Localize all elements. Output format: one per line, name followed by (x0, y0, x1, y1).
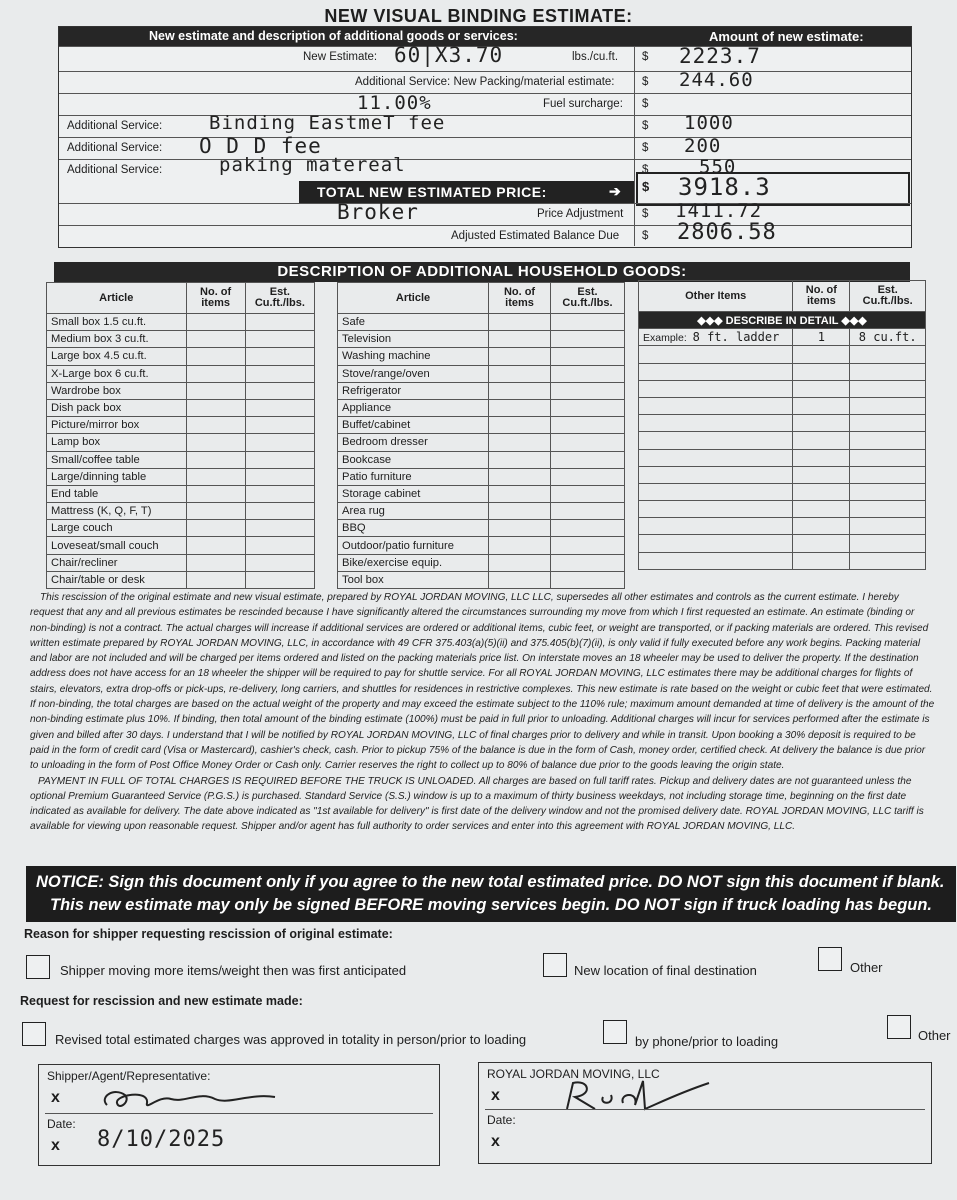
other-item-cell[interactable] (639, 449, 793, 466)
item-count-cell[interactable] (186, 434, 245, 451)
item-count-cell[interactable] (489, 348, 551, 365)
dollar-sign: $ (642, 164, 649, 176)
col-article: Article (338, 283, 489, 314)
article-name: Small box 1.5 cu.ft. (47, 314, 187, 331)
table-row (338, 520, 625, 537)
company-signature-icon (559, 1073, 739, 1117)
table-row (338, 503, 625, 520)
adjustment-label: Price Adjustment (537, 208, 624, 220)
request-by-phone-checkbox[interactable] (603, 1020, 627, 1044)
article-name: Large box 4.5 cu.ft. (47, 348, 187, 365)
article-name: Large couch (47, 520, 187, 537)
cuft-cell[interactable] (550, 314, 624, 331)
article-name: Loveseat/small couch (47, 537, 187, 554)
article-name: Bookcase (338, 451, 489, 468)
company-x-mark: x (491, 1087, 500, 1104)
item-count-cell[interactable] (186, 365, 245, 382)
cuft-cell[interactable] (850, 380, 926, 397)
unit-label: lbs./cu.ft. (572, 51, 619, 63)
other-item-cell[interactable] (639, 346, 793, 363)
article-name: Buffet/cabinet (338, 417, 489, 434)
legal-paragraph-2: PAYMENT IN FULL OF TOTAL CHARGES IS REQUIRED BEFORE THE TRUCK IS UNLOADED. All charges are based on full tariff rates. Pickup and delivery dates are not guaranteed unless the optional Premium Guaranteed Service (P.G.S.) is purchased. Standard Service (S.S.) window is up to a maximum of thirty business weekdays, not including storage time, beginning on the first date indicated as available for delivery. The date above indicated as "1st available for delivery" is first date of the delivery window and not the promised delivery date. ROYAL JORDAN MOVING, LLC tariff is available for viewing upon reasonable request. Shipper and/or agent has full authority to order services and enter into this agreement with ROYAL JORDAN MOVING, LLC. (30, 775, 924, 833)
table-row (47, 520, 315, 537)
table-row (338, 382, 625, 399)
cuft-cell[interactable] (850, 346, 926, 363)
item-count-cell[interactable] (489, 331, 551, 348)
dollar-sign: $ (642, 179, 650, 194)
example-item: 8 ft. ladder (692, 330, 780, 345)
item-count-cell[interactable] (489, 485, 551, 502)
article-name: Bedroom dresser (338, 434, 489, 451)
item-count-cell[interactable] (186, 331, 245, 348)
service-1-amount: 1000 (684, 112, 734, 134)
col-no-items: No. of items (793, 281, 850, 312)
cuft-cell[interactable] (245, 417, 314, 434)
additional-service-label: Additional Service: (67, 164, 163, 176)
col-no-items: No. of items (489, 283, 551, 314)
item-count-cell[interactable] (489, 554, 551, 571)
item-count-cell[interactable] (793, 518, 850, 535)
cuft-cell[interactable] (245, 399, 314, 416)
item-count-cell[interactable] (793, 552, 850, 569)
request-in-person-checkbox[interactable] (22, 1022, 46, 1046)
shipper-signature-icon (89, 1077, 289, 1117)
table-row (639, 415, 926, 432)
table-row (47, 503, 315, 520)
arrow-right-icon: ➔ (609, 183, 622, 199)
item-count-cell[interactable] (489, 314, 551, 331)
table-row (47, 434, 315, 451)
article-name: Mattress (K, Q, F, T) (47, 503, 187, 520)
balance-label: Adjusted Estimated Balance Due (451, 230, 620, 242)
reason-more-items-label: Shipper moving more items/weight then was first anticipated (60, 963, 407, 978)
table-row (338, 468, 625, 485)
item-count-cell[interactable] (186, 382, 245, 399)
cuft-cell[interactable] (550, 537, 624, 554)
fuel-label: Fuel surcharge: (543, 98, 623, 110)
col-article: Article (47, 283, 187, 314)
cuft-cell[interactable] (850, 466, 926, 483)
table-row (639, 552, 926, 569)
fuel-written: 11.00% (357, 92, 432, 114)
article-name: Outdoor/patio furniture (338, 537, 489, 554)
cuft-cell[interactable] (550, 382, 624, 399)
cuft-cell[interactable] (850, 415, 926, 432)
cuft-cell[interactable] (245, 451, 314, 468)
row-price-adjustment (59, 200, 911, 226)
article-name: Storage cabinet (338, 485, 489, 502)
cuft-cell[interactable] (550, 503, 624, 520)
item-count-cell[interactable] (793, 466, 850, 483)
cuft-cell[interactable] (245, 331, 314, 348)
table-row (47, 331, 315, 348)
description-header (54, 262, 910, 282)
cuft-cell[interactable] (245, 520, 314, 537)
cuft-cell[interactable] (245, 434, 314, 451)
additional-service-label: Additional Service: (67, 142, 163, 154)
other-item-cell[interactable] (639, 363, 793, 380)
notice-banner (26, 866, 956, 922)
item-count-cell[interactable] (793, 363, 850, 380)
table-row (338, 314, 625, 331)
item-count-cell[interactable] (186, 417, 245, 434)
table-row (639, 483, 926, 500)
table-row (47, 571, 315, 588)
cuft-cell[interactable] (245, 468, 314, 485)
col-est: Est. Cu.ft./lbs. (550, 283, 624, 314)
new-estimate-written: 60|X3.70 (394, 43, 504, 67)
cuft-cell[interactable] (550, 451, 624, 468)
cuft-cell[interactable] (550, 348, 624, 365)
example-label: Example: (643, 332, 687, 345)
cuft-cell[interactable] (550, 554, 624, 571)
notice-line-2: This new estimate may only be signed BEFORE moving services begin. DO NOT sign if truck loading has begun. (50, 896, 933, 914)
item-count-cell[interactable] (489, 503, 551, 520)
col-other: Other Items (639, 281, 793, 312)
table-row (47, 468, 315, 485)
new-estimate-label: New Estimate: (303, 51, 378, 63)
dollar-sign: $ (642, 76, 649, 88)
table-row (338, 434, 625, 451)
item-count-cell[interactable] (186, 468, 245, 485)
other-item-cell[interactable] (639, 397, 793, 414)
other-item-cell[interactable] (639, 432, 793, 449)
article-name: Medium box 3 cu.ft. (47, 331, 187, 348)
article-name: Tool box (338, 571, 489, 588)
shipper-date-label: Date: (47, 1117, 76, 1131)
service-1-written: Binding EastmeT fee (209, 112, 446, 134)
item-count-cell[interactable] (186, 399, 245, 416)
item-count-cell[interactable] (186, 503, 245, 520)
table-row (639, 518, 926, 535)
item-count-cell[interactable] (793, 535, 850, 552)
cuft-cell[interactable] (245, 571, 314, 588)
dollar-sign: $ (642, 142, 649, 154)
table-row (47, 365, 315, 382)
cuft-cell[interactable] (550, 485, 624, 502)
articles-table-2 (337, 282, 625, 589)
other-items-table (638, 280, 926, 570)
articles-table-1 (46, 282, 315, 589)
cuft-cell[interactable] (245, 365, 314, 382)
company-date-label: Date: (487, 1113, 516, 1127)
request-by-phone-label: by phone/prior to loading (635, 1034, 779, 1049)
company-signature-box (478, 1062, 932, 1164)
table-row (338, 571, 625, 588)
cuft-cell[interactable] (850, 483, 926, 500)
estimate-box (58, 26, 912, 248)
reason-other-label: Other (850, 960, 883, 975)
cuft-cell[interactable] (245, 348, 314, 365)
table-row (338, 554, 625, 571)
table-row (639, 380, 926, 397)
company-label: ROYAL JORDAN MOVING, LLC (487, 1067, 660, 1081)
cuft-cell[interactable] (550, 399, 624, 416)
item-count-cell[interactable] (186, 537, 245, 554)
article-name: Patio furniture (338, 468, 489, 485)
item-count-cell[interactable] (489, 434, 551, 451)
other-item-cell[interactable] (639, 466, 793, 483)
other-item-cell[interactable] (639, 518, 793, 535)
cuft-cell[interactable] (850, 397, 926, 414)
cuft-cell[interactable] (550, 365, 624, 382)
request-other-checkbox[interactable] (887, 1015, 911, 1039)
request-in-person-label: Revised total estimated charges was approved in totality in person/prior to loading (55, 1032, 527, 1047)
table-row (639, 535, 926, 552)
cuft-cell[interactable] (850, 363, 926, 380)
article-name: Picture/mirror box (47, 417, 187, 434)
table-row (338, 417, 625, 434)
cuft-cell[interactable] (850, 535, 926, 552)
service-2-amount: 200 (684, 135, 722, 157)
table-row (47, 485, 315, 502)
item-count-cell[interactable] (489, 571, 551, 588)
article-name: Dish pack box (47, 399, 187, 416)
table-row (47, 314, 315, 331)
article-name: Safe (338, 314, 489, 331)
cuft-cell[interactable] (850, 449, 926, 466)
table-row (47, 554, 315, 571)
packing-amount: 244.60 (679, 69, 754, 91)
cuft-cell[interactable] (245, 537, 314, 554)
other-item-cell[interactable] (639, 552, 793, 569)
article-name: Lamp box (47, 434, 187, 451)
adjustment-amount: 1411.72 (675, 200, 763, 222)
item-count-cell[interactable] (186, 520, 245, 537)
item-count-cell[interactable] (793, 415, 850, 432)
row-fuel (59, 93, 911, 116)
table-row (639, 449, 926, 466)
other-item-cell[interactable] (639, 535, 793, 552)
cuft-cell[interactable] (850, 518, 926, 535)
table-row (338, 399, 625, 416)
row-balance (59, 220, 911, 248)
cuft-cell[interactable] (550, 571, 624, 588)
article-name: Stove/range/oven (338, 365, 489, 382)
other-item-cell[interactable] (639, 501, 793, 518)
cuft-cell[interactable] (245, 503, 314, 520)
article-name: Area rug (338, 503, 489, 520)
item-count-cell[interactable] (793, 397, 850, 414)
example-cuft: 8 cu.ft. (850, 329, 926, 346)
article-name: Small/coffee table (47, 451, 187, 468)
dollar-sign: $ (642, 98, 649, 110)
cuft-cell[interactable] (245, 554, 314, 571)
item-count-cell[interactable] (186, 348, 245, 365)
row-service-2 (59, 134, 911, 160)
other-item-cell[interactable] (639, 380, 793, 397)
description-header-text: DESCRIPTION OF ADDITIONAL HOUSEHOLD GOODS: (277, 263, 687, 280)
table-row (338, 348, 625, 365)
reason-new-location-checkbox[interactable] (543, 953, 567, 977)
cuft-cell[interactable] (550, 417, 624, 434)
article-name: Appliance (338, 399, 489, 416)
describe-detail-bar: ◆◆◆ DESCRIBE IN DETAIL ◆◆◆ (639, 312, 926, 329)
cuft-cell[interactable] (550, 520, 624, 537)
table-row (47, 537, 315, 554)
item-count-cell[interactable] (793, 346, 850, 363)
shipper-signature-box (38, 1064, 440, 1166)
additional-service-label: Additional Service: (67, 120, 163, 132)
item-count-cell[interactable] (793, 432, 850, 449)
article-name: Large/dinning table (47, 468, 187, 485)
row-new-estimate (59, 43, 911, 69)
total-label: TOTAL NEW ESTIMATED PRICE: (317, 184, 547, 200)
article-name: Wardrobe box (47, 382, 187, 399)
legal-text (30, 590, 935, 835)
row-service-1 (59, 112, 911, 138)
table-row (47, 451, 315, 468)
article-name: BBQ (338, 520, 489, 537)
item-count-cell[interactable] (186, 485, 245, 502)
item-count-cell[interactable] (793, 449, 850, 466)
table-row (639, 432, 926, 449)
article-name: Bike/exercise equip. (338, 554, 489, 571)
packing-label: Additional Service: New Packing/material estimate: (355, 76, 615, 88)
item-count-cell[interactable] (186, 314, 245, 331)
col-no-items: No. of items (186, 283, 245, 314)
dollar-sign: $ (642, 208, 649, 220)
table-row (639, 397, 926, 414)
new-estimate-amount: 2223.7 (679, 44, 761, 68)
dollar-sign: $ (642, 51, 649, 63)
item-count-cell[interactable] (186, 451, 245, 468)
reason-other-checkbox[interactable] (818, 947, 842, 971)
table-row (639, 346, 926, 363)
service-3-amount: 550 (699, 156, 737, 178)
estimate-header-right: Amount of new estimate: (709, 29, 864, 44)
table-row (338, 485, 625, 502)
article-name: Refrigerator (338, 382, 489, 399)
total-amount: 3918.3 (678, 173, 771, 201)
adjustment-written: Broker (337, 200, 419, 224)
cuft-cell[interactable] (850, 552, 926, 569)
article-name: X-Large box 6 cu.ft. (47, 365, 187, 382)
table-row (338, 451, 625, 468)
item-count-cell[interactable] (793, 501, 850, 518)
other-item-cell[interactable] (639, 483, 793, 500)
dollar-sign: $ (642, 120, 649, 132)
cuft-cell[interactable] (550, 434, 624, 451)
balance-amount: 2806.58 (677, 220, 777, 245)
article-name: Washing machine (338, 348, 489, 365)
table-row (338, 331, 625, 348)
table-row (47, 417, 315, 434)
shipper-x-mark: x (51, 1089, 60, 1106)
table-row (639, 501, 926, 518)
table-row (338, 537, 625, 554)
example-row (639, 329, 926, 346)
form-title: NEW VISUAL BINDING ESTIMATE: (324, 6, 633, 26)
row-packing (59, 71, 911, 94)
article-name: Television (338, 331, 489, 348)
item-count-cell[interactable] (793, 483, 850, 500)
col-est: Est. Cu.ft./lbs. (245, 283, 314, 314)
notice-line-1: NOTICE: Sign this document only if you agree to the new total estimated price. DO NOT sign this document if blank. (36, 873, 945, 891)
reason-new-location-label: New location of final destination (574, 963, 757, 978)
item-count-cell[interactable] (489, 382, 551, 399)
request-other-label: Other (918, 1028, 951, 1043)
shipper-label: Shipper/Agent/Representative: (47, 1069, 211, 1083)
item-count-cell[interactable] (489, 520, 551, 537)
item-count-cell[interactable] (489, 365, 551, 382)
item-count-cell[interactable] (186, 554, 245, 571)
table-row (47, 348, 315, 365)
table-row (47, 399, 315, 416)
company-date-x-mark: x (491, 1133, 500, 1150)
estimate-header-left: New estimate and description of additional goods or services: (149, 29, 518, 43)
cuft-cell[interactable] (245, 382, 314, 399)
cuft-cell[interactable] (245, 314, 314, 331)
legal-paragraph-1: This rescission of the original estimate and new visual estimate, prepared by ROYAL JORDAN MOVING, LLC LLC, supersedes all other estimates and controls as the current estimate. I hereby request that any and all previous estimates be rescinded because I have significantly altered the circumstances surrounding my move from which I first requested an estimate. An estimate (binding or non-binding) is not a contract. The actual charges will increase if additional services are ordered or additional items, cubic feet, or weight are transported, or if packing materials are ordered. This revised written estimate prepared by ROYAL JORDAN MOVING, LLC, in accordance with 49 CFR 375.403(a)(5)(ii) and 375.405(b)(7)(ii), is only valid if fully executed before any work begins. Packing material and labor are not included and will be charged per items ordered and listed on the packing materials price list. On interstate moves an 18 wheeler may be used to deliver the property. If the destination address does not have access for an 18 wheeler the shipper will be required to pay for shuttle service. For all ROYAL JORDAN MOVING, LLC estimates there may be additional charges for flights of stairs, elevators, extra drop-offs or pick-ups, re-delivery, long carriers, and shuttles for residences in restrictive complexes. This new estimate is rate based on the weight or cubic feet that were estimated. If non-binding, the total charges are based on the actual weight of the property and may exceed the estimate subject to the 110% rule; maximum amount demanded at time of delivery is the amount of the non-binding estimate plus 10%. If binding, then total amount of the binding estimate (100%) must be paid in full prior to unloading. Additional charges will incur for services performed after the estimate is given and billed after 30 days. I understand that I will be notified by ROYAL JORDAN MOVING, LLC of final charges prior to delivery and while in transit. Upon booking a 30% deposit is required to be paid in the form of credit card (Visa or Mastercard), cashier's check, cash. Prior to pickup 75% of the balance is due in the form of Cash, money order, certified check. At delivery the balance is due prior to unloading in the form of Post Office Money Order or Cash only. Carrier reserves the right to collect up to 80% of balance due prior to the goods leaving the origin state. (30, 592, 935, 772)
item-count-cell[interactable] (489, 417, 551, 434)
article-name: Chair/table or desk (47, 571, 187, 588)
request-question: Request for rescission and new estimate made: (20, 994, 303, 1008)
cuft-cell[interactable] (245, 485, 314, 502)
shipper-date: 8/10/2025 (97, 1127, 226, 1152)
item-count-cell[interactable] (489, 468, 551, 485)
divider (45, 1113, 433, 1114)
article-name: Chair/recliner (47, 554, 187, 571)
cuft-cell[interactable] (850, 432, 926, 449)
reason-question: Reason for shipper requesting rescission of original estimate: (24, 927, 393, 941)
item-count-cell[interactable] (186, 571, 245, 588)
article-name: End table (47, 485, 187, 502)
cuft-cell[interactable] (550, 468, 624, 485)
table-row (338, 365, 625, 382)
reason-more-items-checkbox[interactable] (26, 955, 50, 979)
table-row (639, 466, 926, 483)
col-est: Est. Cu.ft./lbs. (850, 281, 926, 312)
item-count-cell[interactable] (793, 380, 850, 397)
table-row (47, 382, 315, 399)
other-item-cell[interactable] (639, 415, 793, 432)
item-count-cell[interactable] (489, 399, 551, 416)
service-2-written: O D D fee (199, 134, 322, 158)
divider (485, 1109, 925, 1110)
service-3-written: paking matereal (219, 154, 406, 176)
cuft-cell[interactable] (550, 331, 624, 348)
example-qty: 1 (793, 329, 850, 346)
cuft-cell[interactable] (850, 501, 926, 518)
table-row (639, 363, 926, 380)
item-count-cell[interactable] (489, 451, 551, 468)
item-count-cell[interactable] (489, 537, 551, 554)
dollar-sign: $ (642, 230, 649, 242)
shipper-date-x-mark: x (51, 1137, 60, 1154)
